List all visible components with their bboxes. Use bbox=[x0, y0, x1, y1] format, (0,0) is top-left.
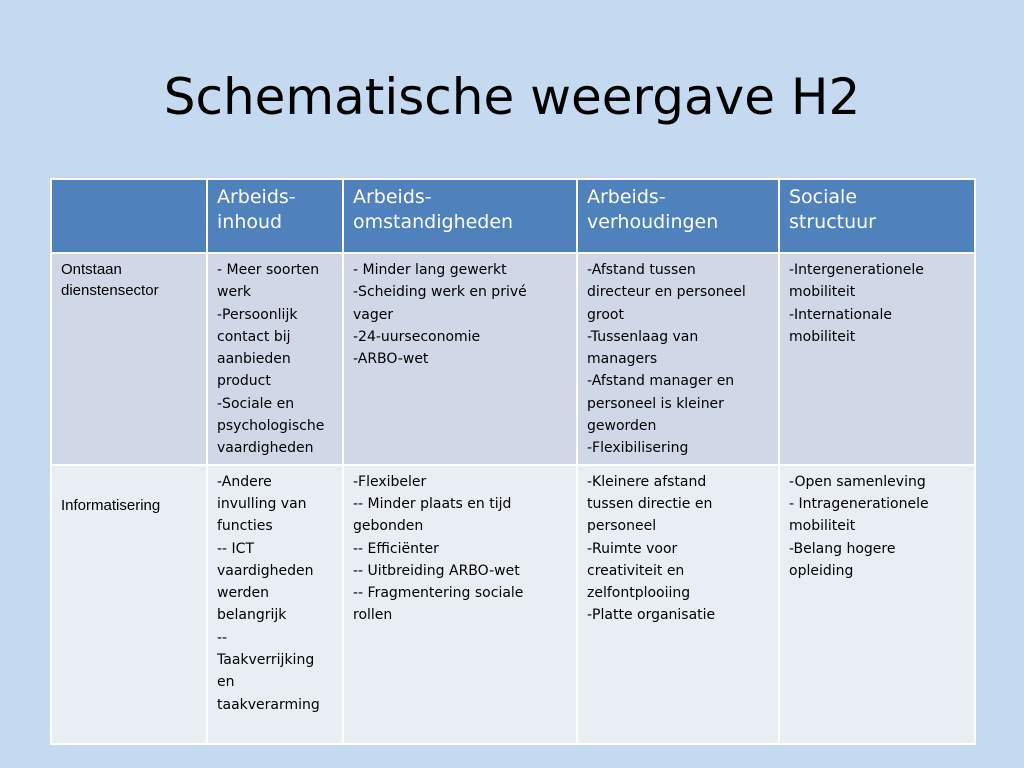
text-line: belangrijk bbox=[217, 607, 287, 624]
text-line: groot bbox=[587, 306, 624, 323]
text-line: opleiding bbox=[789, 562, 854, 579]
text-line: werk bbox=[217, 284, 251, 301]
text-line: directeur en personeel bbox=[587, 284, 746, 301]
text-line: mobiliteit bbox=[789, 518, 856, 535]
text-line: managers bbox=[587, 351, 658, 368]
text-line: mobiliteit bbox=[789, 328, 856, 345]
text-line: -- Minder plaats en tijd bbox=[353, 495, 512, 512]
row-label-informatisering bbox=[51, 465, 207, 744]
header-arbeidsomstandigheden bbox=[343, 179, 577, 253]
text-line: -- Uitbreiding ARBO-wet bbox=[353, 562, 520, 579]
text-line: dienstensector bbox=[61, 282, 159, 299]
text-line: -- ICT bbox=[217, 540, 255, 557]
text-line: gebonden bbox=[353, 518, 424, 535]
text-line: -Internationale bbox=[789, 306, 893, 323]
header-corner bbox=[51, 179, 207, 253]
text-line: zelfontplooiing bbox=[587, 585, 691, 602]
text-line: tussen directie en bbox=[587, 495, 713, 512]
cell-informatisering-arbeidsinhoud bbox=[207, 465, 343, 744]
table-row-informatisering bbox=[51, 465, 975, 744]
text-line: Arbeids- bbox=[217, 186, 296, 208]
text-line: -Ruimte voor bbox=[587, 540, 678, 557]
text-line: taakverarming bbox=[217, 696, 320, 713]
text-line: Ontstaan bbox=[61, 261, 122, 278]
text-line: personeel bbox=[587, 518, 657, 535]
text-line: vaardigheden bbox=[217, 440, 314, 457]
text-line: -Afstand manager en bbox=[587, 373, 735, 390]
header-arbeidsinhoud bbox=[207, 179, 343, 253]
text-line: Sociale bbox=[789, 186, 858, 208]
text-line: -- Fragmentering sociale bbox=[353, 585, 524, 602]
text-line: creativiteit en bbox=[587, 562, 685, 579]
text-line: - Meer soorten bbox=[217, 262, 320, 278]
text-line: - Intragenerationele bbox=[789, 495, 929, 512]
text-line: vaardigheden bbox=[217, 562, 314, 579]
text-line: verhoudingen bbox=[587, 211, 719, 233]
header-arbeidsverhoudingen bbox=[577, 179, 779, 253]
text-line: -Tussenlaag van bbox=[587, 328, 699, 345]
text-line: -Kleinere afstand bbox=[587, 473, 707, 490]
text-line: mobiliteit bbox=[789, 284, 856, 301]
text-line: -Open samenleving bbox=[789, 473, 926, 490]
cell-informatisering-arbeidsverhoudingen bbox=[577, 465, 779, 744]
text-line: Arbeids- bbox=[353, 186, 432, 208]
header-sociale-structuur bbox=[779, 179, 975, 253]
text-line: -Intergenerationele bbox=[789, 262, 924, 278]
row-label-ontstaan-dienstensector bbox=[51, 253, 207, 465]
text-line: -Andere bbox=[217, 473, 272, 490]
text-line: -Scheiding werk en privé bbox=[353, 284, 527, 301]
text-line: -Flexibilisering bbox=[587, 440, 689, 457]
slide-title: Schematische weergave H2 bbox=[163, 68, 861, 126]
cell-informatisering-sociale-structuur bbox=[779, 465, 975, 744]
table-header-row bbox=[51, 179, 975, 253]
text-line: -Flexibeler bbox=[353, 473, 427, 490]
text-line: omstandigheden bbox=[353, 211, 514, 233]
text-line: rollen bbox=[353, 607, 393, 624]
text-line: personeel is kleiner bbox=[587, 395, 724, 412]
text-line: invulling van bbox=[217, 495, 307, 512]
text-line: structuur bbox=[789, 211, 876, 233]
text-line: aanbieden bbox=[217, 351, 291, 368]
table-row-ontstaan-dienstensector bbox=[51, 253, 975, 465]
text-line: en bbox=[217, 674, 235, 691]
text-line: inhoud bbox=[217, 211, 283, 233]
cell-ontstaan-sociale-structuur bbox=[779, 253, 975, 465]
text-line: -Platte organisatie bbox=[587, 607, 716, 624]
comparison-table bbox=[50, 178, 976, 745]
text-line: -Persoonlijk bbox=[217, 306, 298, 323]
text-line: -Afstand tussen bbox=[587, 262, 696, 278]
text-line: -Sociale en bbox=[217, 395, 295, 412]
text-line: -24-uurseconomie bbox=[353, 328, 481, 345]
text-line: -ARBO-wet bbox=[353, 351, 429, 368]
text-line: -- bbox=[217, 629, 228, 646]
text-line: werden bbox=[217, 585, 269, 602]
text-line: geworden bbox=[587, 418, 657, 435]
cell-informatisering-arbeidsomstandigheden bbox=[343, 465, 577, 744]
text-line: Informatisering bbox=[61, 496, 161, 514]
text-line: functies bbox=[217, 518, 273, 535]
text-line: product bbox=[217, 373, 271, 390]
text-line: -- Efficiënter bbox=[353, 540, 439, 557]
text-line: psychologische bbox=[217, 418, 325, 435]
text-line: vager bbox=[353, 306, 394, 323]
cell-ontstaan-arbeidsinhoud bbox=[207, 253, 343, 465]
text-line: Arbeids- bbox=[587, 186, 666, 208]
text-line: -Belang hogere bbox=[789, 540, 896, 557]
text-line: contact bij bbox=[217, 328, 291, 345]
text-line: - Minder lang gewerkt bbox=[353, 262, 507, 278]
cell-ontstaan-arbeidsomstandigheden bbox=[343, 253, 577, 465]
cell-ontstaan-arbeidsverhoudingen bbox=[577, 253, 779, 465]
text-line: Taakverrijking bbox=[217, 652, 315, 669]
